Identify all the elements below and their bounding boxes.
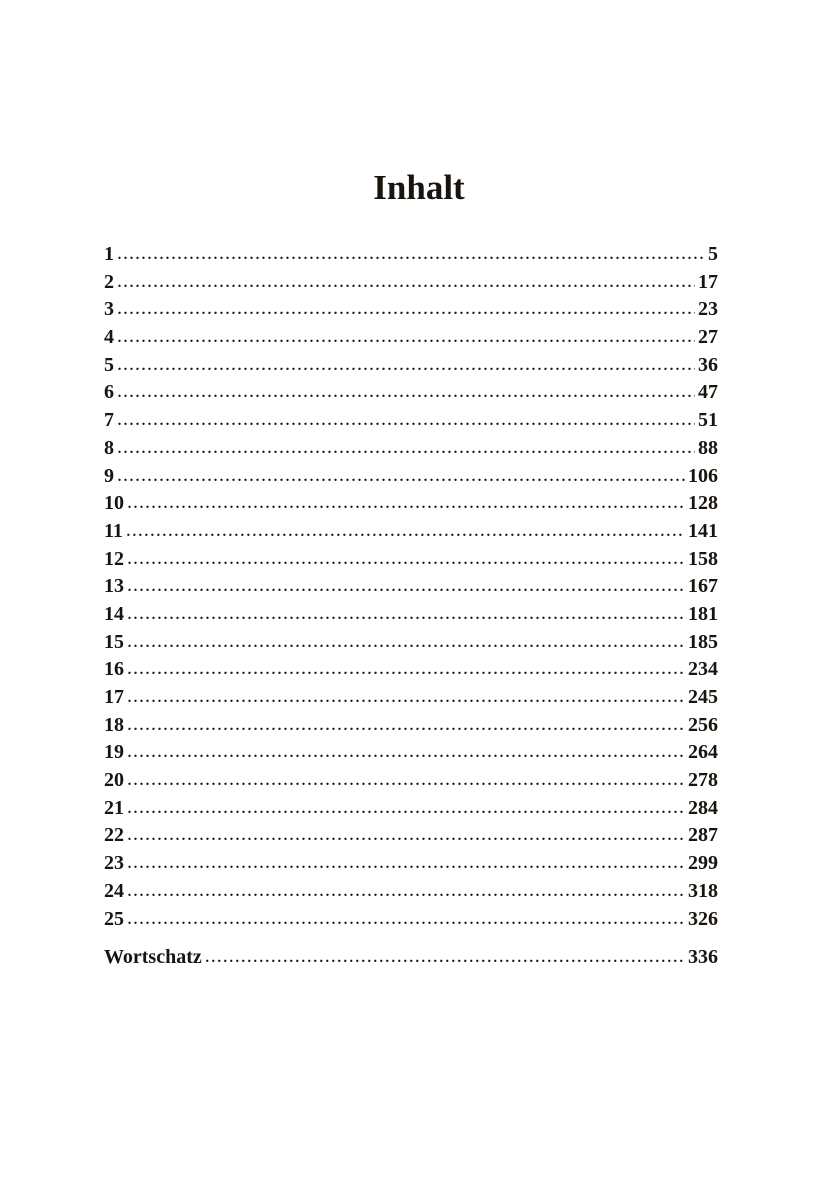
dot-leader xyxy=(127,655,685,683)
toc-entry-label: 25 xyxy=(104,907,124,930)
toc-entry-page-number: 17 xyxy=(698,270,718,293)
toc-entry[interactable] xyxy=(104,767,718,795)
toc-entry-label: 24 xyxy=(104,879,124,902)
toc-entry-label: 17 xyxy=(104,686,124,708)
toc-entry-label: 19 xyxy=(104,741,124,764)
toc-entry[interactable] xyxy=(104,435,718,463)
toc-entry-page-number: 326 xyxy=(688,907,718,930)
toc-entry-label: 12 xyxy=(104,547,124,570)
toc-entry[interactable] xyxy=(104,296,718,324)
toc-entry-label: 15 xyxy=(104,630,124,653)
toc-entry[interactable] xyxy=(104,906,718,934)
toc-entry[interactable] xyxy=(104,822,718,850)
toc-entry[interactable] xyxy=(104,546,718,574)
dot-leader xyxy=(126,517,685,545)
toc-entry-page-number: 264 xyxy=(688,741,718,764)
toc-entry-label: 21 xyxy=(104,796,124,819)
toc-entry[interactable] xyxy=(104,850,718,878)
toc-entry-page-number: 336 xyxy=(688,946,718,969)
toc-entry-page-number: 5 xyxy=(708,243,718,265)
toc-entry-page-number: 36 xyxy=(698,353,718,376)
dot-leader xyxy=(127,794,685,822)
toc-entry-label: 9 xyxy=(104,464,114,487)
dot-leader xyxy=(127,877,685,905)
toc-entry-page-number: 256 xyxy=(688,713,718,736)
toc-entry[interactable] xyxy=(104,518,718,546)
toc-entry[interactable] xyxy=(104,379,718,407)
toc-entry[interactable] xyxy=(104,352,718,380)
toc-entry-page-number: 278 xyxy=(688,769,718,792)
table-of-contents xyxy=(104,241,718,972)
toc-entry-label: 6 xyxy=(104,381,114,404)
toc-entry-page-number: 185 xyxy=(688,630,718,653)
dot-leader xyxy=(117,406,695,434)
toc-entry-label: 8 xyxy=(104,436,114,459)
dot-leader xyxy=(117,268,695,296)
toc-entry-label: 5 xyxy=(104,353,114,376)
toc-entry[interactable] xyxy=(104,684,718,712)
dot-leader xyxy=(117,462,685,490)
dot-leader xyxy=(127,738,685,766)
dot-leader xyxy=(117,240,705,268)
toc-entry-page-number: 88 xyxy=(698,436,718,459)
dot-leader xyxy=(127,545,685,573)
toc-entry-label: 20 xyxy=(104,769,124,792)
toc-entry[interactable] xyxy=(104,241,718,269)
toc-entry[interactable] xyxy=(104,629,718,657)
toc-entry-page-number: 284 xyxy=(688,796,718,819)
dot-leader xyxy=(205,943,685,971)
toc-entry-label: 1 xyxy=(104,243,114,265)
dot-leader xyxy=(117,295,695,323)
toc-entry-page-number: 106 xyxy=(688,464,718,487)
dot-leader xyxy=(127,711,685,739)
toc-entry-label: 10 xyxy=(104,492,124,515)
toc-entry-label: 11 xyxy=(104,519,123,542)
toc-entry-page-number: 51 xyxy=(698,409,718,432)
toc-entry[interactable] xyxy=(104,573,718,601)
dot-leader xyxy=(127,821,685,849)
toc-entry-page-number: 234 xyxy=(688,658,718,681)
toc-entry-page-number: 299 xyxy=(688,852,718,875)
toc-entry[interactable] xyxy=(104,463,718,491)
toc-entry[interactable] xyxy=(104,407,718,435)
dot-leader xyxy=(127,905,685,933)
toc-entry[interactable] xyxy=(104,269,718,297)
dot-leader xyxy=(127,683,685,711)
dot-leader xyxy=(127,849,685,877)
toc-entry-label: 14 xyxy=(104,602,124,625)
toc-entry-page-number: 27 xyxy=(698,326,718,349)
toc-entry-page-number: 23 xyxy=(698,298,718,321)
toc-entry[interactable] xyxy=(104,324,718,352)
dot-leader xyxy=(127,628,685,656)
page-title: Inhalt xyxy=(373,168,465,207)
toc-entry-page-number: 141 xyxy=(688,519,718,542)
toc-entry-label: 23 xyxy=(104,852,124,875)
toc-entry[interactable] xyxy=(104,601,718,629)
dot-leader xyxy=(117,351,695,379)
toc-entry-label: 16 xyxy=(104,658,124,681)
dot-leader xyxy=(117,323,695,351)
toc-entry-label: 13 xyxy=(104,575,124,598)
toc-entry[interactable] xyxy=(104,739,718,767)
toc-entry-label: 7 xyxy=(104,409,114,432)
dot-leader xyxy=(127,489,685,517)
toc-entry-page-number: 318 xyxy=(688,879,718,902)
dot-leader xyxy=(117,434,695,462)
toc-entry-label: 2 xyxy=(104,270,114,293)
toc-entry[interactable] xyxy=(104,712,718,740)
toc-entry-page-number: 128 xyxy=(688,492,718,515)
toc-entry-label: 22 xyxy=(104,824,124,847)
toc-entry-page-number: 245 xyxy=(688,686,718,708)
toc-entry-label: 4 xyxy=(104,326,114,349)
toc-entry-label: 18 xyxy=(104,713,124,736)
toc-entry-page-number: 287 xyxy=(688,824,718,847)
toc-entry[interactable] xyxy=(104,795,718,823)
toc-entry-wortschatz[interactable] xyxy=(104,944,718,972)
toc-entry[interactable] xyxy=(104,878,718,906)
dot-leader xyxy=(127,572,685,600)
toc-entry-page-number: 167 xyxy=(688,575,718,598)
toc-entry[interactable] xyxy=(104,656,718,684)
toc-entry[interactable] xyxy=(104,490,718,518)
dot-leader xyxy=(117,378,695,406)
toc-entry-page-number: 47 xyxy=(698,381,718,404)
dot-leader xyxy=(127,766,685,794)
dot-leader xyxy=(127,600,685,628)
toc-entry-label: 3 xyxy=(104,298,114,321)
toc-entry-page-number: 158 xyxy=(688,547,718,570)
toc-entry-page-number: 181 xyxy=(688,602,718,625)
toc-entry-label: Wortschatz xyxy=(104,946,202,969)
